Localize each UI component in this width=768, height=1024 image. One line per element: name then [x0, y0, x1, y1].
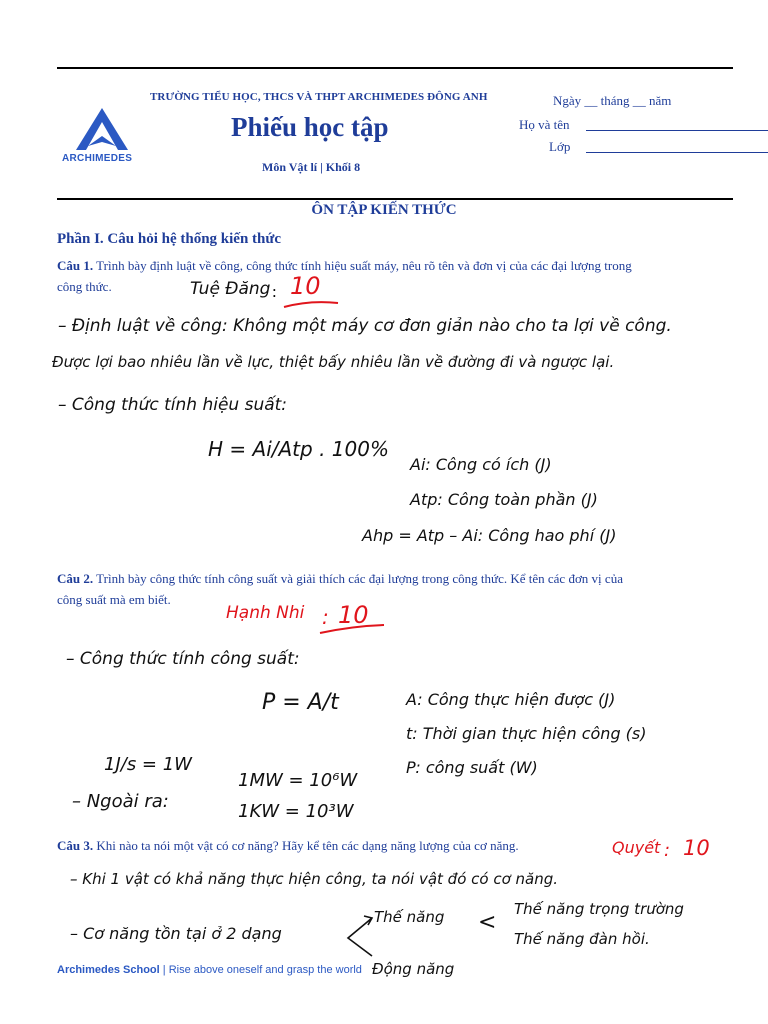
- energy-subtype: Thế năng đàn hồi.: [514, 930, 650, 948]
- unit-line: 1J/s = 1W: [104, 754, 192, 775]
- score-underline: [318, 622, 388, 636]
- score: 10: [683, 836, 710, 860]
- logo-a-icon: [74, 106, 130, 152]
- grader-name: Hạnh Nhi: [226, 603, 305, 623]
- question-text: Khi nào ta nói một vật có cơ năng? Hãy kể tên các dạng năng lượng của cơ năng.: [93, 838, 519, 853]
- question-text: Trình bày công thức tính công suất và giải thích các đại lượng trong công thức. Kể tên các đơn vị của: [93, 571, 623, 586]
- class-label: Lớp: [549, 139, 571, 154]
- section-title: ÔN TẬP KIẾN THỨC: [311, 202, 457, 218]
- formula: H = Ai/Atp . 100%: [208, 437, 389, 461]
- answer-line: Được lợi bao nhiêu lần về lực, thiệt bấy nhiêu lần về đường đi và ngược lại.: [52, 353, 615, 371]
- name-label: Họ và tên: [519, 117, 570, 132]
- answer-line: – Ngoài ra:: [72, 791, 169, 812]
- grader-colon: :: [664, 840, 671, 861]
- formula-legend: Ahp = Atp – Ai: Công hao phí (J): [362, 526, 617, 545]
- grader-name: Quyết: [612, 838, 661, 857]
- energy-subtype: Thế năng trọng trường: [514, 900, 684, 918]
- name-field-line[interactable]: [586, 130, 768, 131]
- score-underline: [282, 298, 342, 310]
- question-text-cont: công suất mà em biết.: [57, 592, 171, 607]
- date-label: Ngày __ tháng __ năm: [553, 93, 672, 108]
- question-label: Câu 3.: [57, 838, 94, 853]
- answer-line: – Cơ năng tồn tại ở 2 dạng: [70, 924, 282, 943]
- score: 10: [290, 272, 321, 300]
- formula-legend: t: Thời gian thực hiện công (s): [406, 724, 647, 743]
- question-1: [57, 255, 737, 297]
- footer-brand: Archimedes School: [57, 964, 160, 976]
- unit-line: 1KW = 10³W: [238, 801, 354, 822]
- subject-line: Môn Vật lí | Khối 8: [262, 160, 361, 174]
- grader-name: Tuệ Đăng: [190, 279, 271, 299]
- footer: [57, 964, 362, 976]
- formula-legend: A: Công thực hiện được (J): [406, 690, 616, 709]
- page-title: Phiếu học tập: [231, 112, 389, 142]
- answer-line: – Công thức tính công suất:: [66, 649, 300, 669]
- grader-colon: :: [272, 282, 277, 301]
- grader-colon: :: [322, 605, 329, 629]
- energy-type: Thế năng: [374, 908, 445, 926]
- formula-legend: P: công suất (W): [406, 758, 538, 777]
- brace-icon: <: [478, 910, 497, 935]
- energy-type: Động năng: [372, 960, 455, 978]
- top-rule: [57, 67, 733, 69]
- formula-legend: Atp: Công toàn phần (J): [410, 490, 598, 509]
- question-text-cont: công thức.: [57, 279, 112, 294]
- answer-line: – Khi 1 vật có khả năng thực hiện công, ta nói vật đó có cơ năng.: [70, 870, 559, 888]
- header-bottom-rule: [57, 198, 733, 200]
- question-label: Câu 2.: [57, 571, 94, 586]
- part-title: Phần I. Câu hỏi hệ thống kiến thức: [57, 231, 282, 247]
- answer-line: – Công thức tính hiệu suất:: [58, 395, 288, 415]
- formula: P = A/t: [262, 690, 339, 715]
- unit-line: 1MW = 10⁶W: [238, 770, 358, 791]
- formula-legend: Ai: Công có ích (J): [410, 455, 552, 474]
- score: 10: [338, 601, 369, 629]
- logo-text: ARCHIMEDES: [62, 153, 133, 164]
- class-field-line[interactable]: [586, 152, 768, 153]
- footer-separator: |: [159, 964, 169, 976]
- question-label: Câu 1.: [57, 258, 94, 273]
- school-name: TRƯỜNG TIỂU HỌC, THCS VÀ THPT ARCHIMEDES ĐÔNG ANH: [150, 91, 488, 103]
- footer-tagline: Rise above oneself and grasp the world: [168, 964, 362, 976]
- answer-line: – Định luật về công: Không một máy cơ đơn giản nào cho ta lợi về công.: [58, 316, 672, 336]
- question-text: Trình bày định luật về công, công thức tính hiệu suất máy, nêu rõ tên và đơn vị của các đại lượng trong: [93, 258, 632, 273]
- question-2: [57, 568, 737, 610]
- archimedes-logo: [74, 106, 130, 152]
